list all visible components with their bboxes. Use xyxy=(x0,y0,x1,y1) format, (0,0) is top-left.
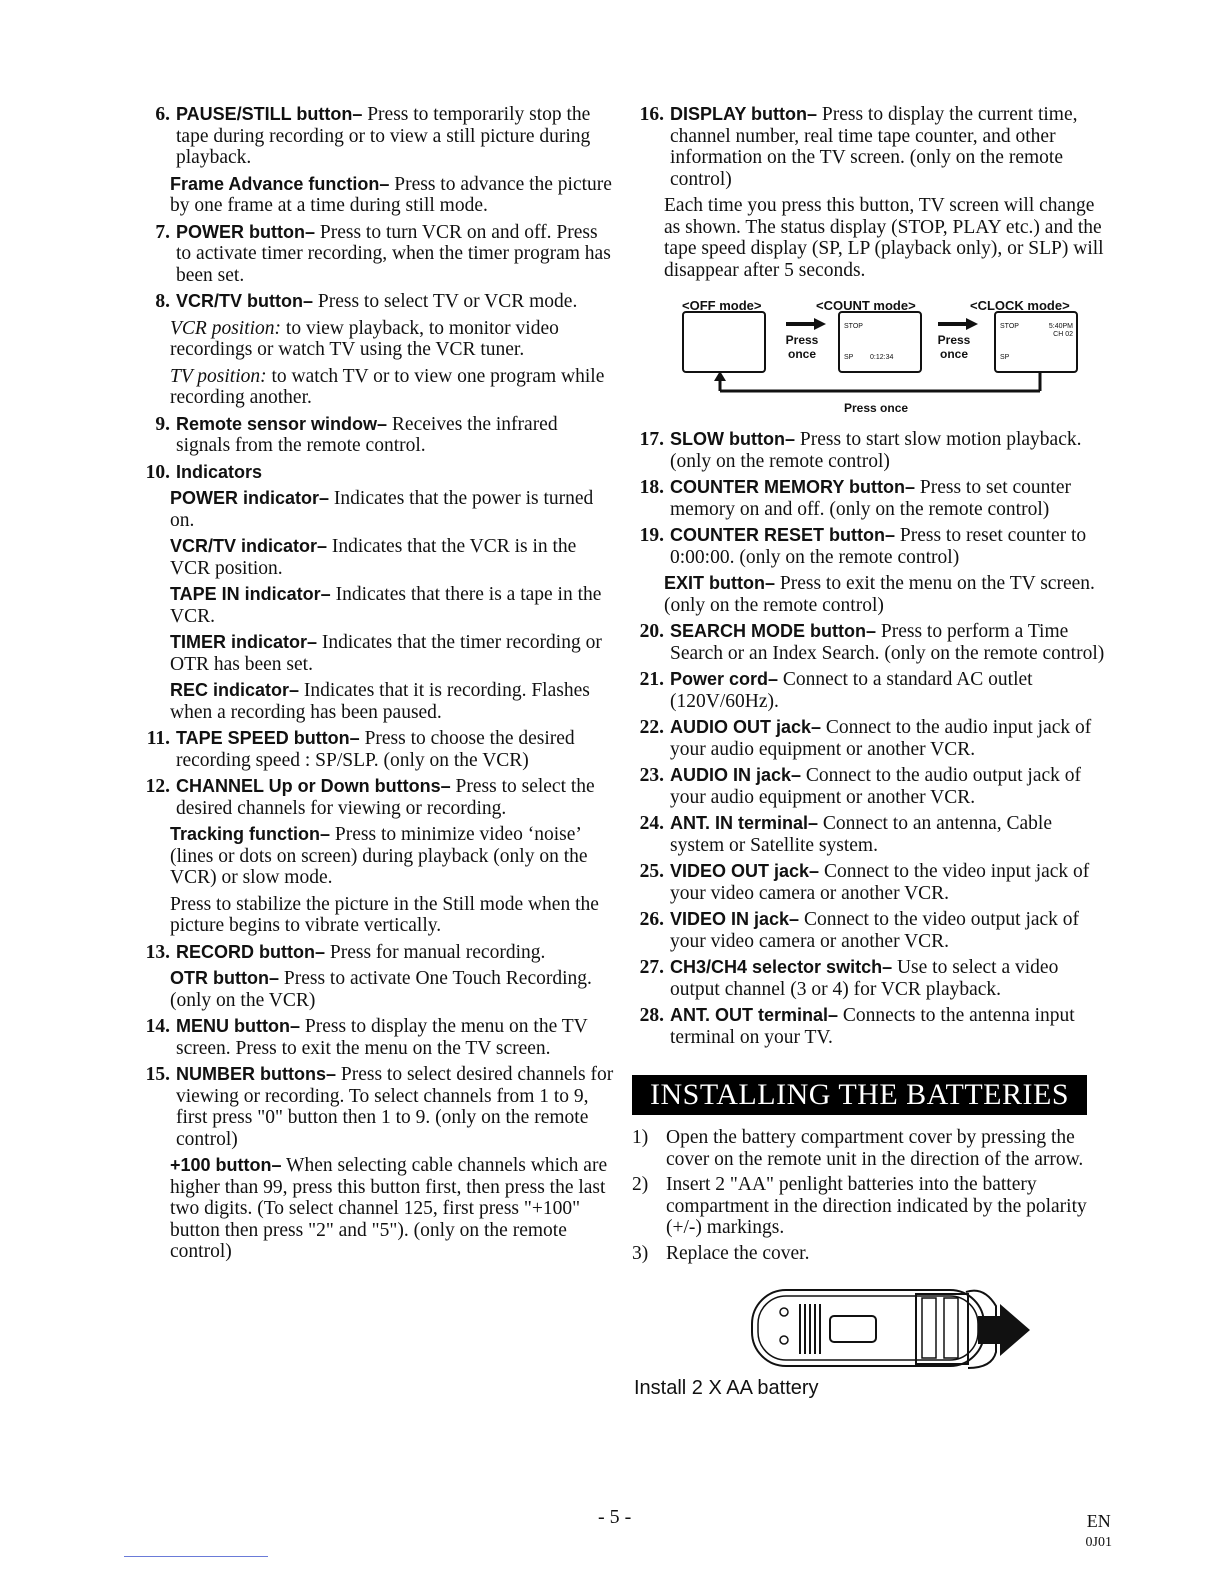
item-number: 9. xyxy=(155,413,170,435)
footer-rule xyxy=(124,1556,268,1557)
item-number: 22. xyxy=(639,717,664,738)
item-label: MENU button– xyxy=(176,1016,300,1036)
item-label: Remote sensor window– xyxy=(176,413,388,434)
item-label: ANT. IN terminal– xyxy=(670,813,819,833)
item-sub xyxy=(170,824,616,889)
sub-description: Indicates that the timer recording or OTR has been set. xyxy=(170,632,602,675)
sub-description: Press to activate One Touch Recording. (only on the VCR) xyxy=(170,968,592,1011)
item-sub xyxy=(664,573,1110,616)
clock-ch-text: CH 02 xyxy=(1053,331,1073,338)
sub-label: EXIT button– xyxy=(664,573,775,593)
item-description: Connects to the antenna input terminal on your TV. xyxy=(670,1005,1075,1048)
item-number: 6. xyxy=(155,104,170,125)
sub-description: to view playback, to monitor video recordings or watch TV using the VCR tuner. xyxy=(170,317,559,360)
list-item xyxy=(130,776,616,819)
item-description: Press to perform a Time Search or an Index Search. (only on the remote control) xyxy=(670,621,1105,664)
item-body xyxy=(176,1064,616,1150)
item-label: RECORD button– xyxy=(176,941,325,962)
list-item xyxy=(130,1064,616,1150)
item-body xyxy=(670,669,1110,712)
item-number: 24. xyxy=(639,813,664,834)
item-number: 25. xyxy=(639,861,664,882)
item-number: 15. xyxy=(145,1064,170,1085)
item-description: Press for manual recording. xyxy=(324,941,546,963)
item-body xyxy=(176,414,616,457)
step-number: 3) xyxy=(632,1242,649,1264)
language-code xyxy=(1086,1510,1112,1554)
item-body xyxy=(670,429,1110,472)
item-number: 14. xyxy=(145,1016,170,1037)
sub-label: OTR button– xyxy=(170,968,279,988)
list-item xyxy=(624,477,1110,520)
item-body xyxy=(670,909,1110,952)
item-body xyxy=(176,728,616,771)
sub-description: Press to exit the menu on the TV screen. (only on the remote control) xyxy=(664,573,1095,616)
list-item xyxy=(130,942,616,964)
item-description: Press to temporarily stop the tape during recording or to view a still picture during playback. xyxy=(176,104,591,168)
sub-label: VCR/TV indicator– xyxy=(170,536,328,556)
item-label: PAUSE/STILL button– xyxy=(176,104,363,124)
item-sub xyxy=(664,195,1110,281)
item-body xyxy=(670,525,1110,568)
item-description: Use to select a video output channel (3 or 4) for VCR playback. xyxy=(670,957,1059,1000)
list-item xyxy=(130,728,616,771)
document-code: 0J01 xyxy=(1085,1535,1112,1550)
item-label: CH3/CH4 selector switch– xyxy=(670,957,893,977)
battery-steps xyxy=(624,1127,1110,1264)
item-sub xyxy=(170,894,616,937)
list-item xyxy=(624,429,1110,472)
list-item xyxy=(624,861,1110,904)
item-number: 23. xyxy=(639,765,664,786)
list-item xyxy=(130,462,616,484)
sub-label: Tracking function– xyxy=(170,824,331,844)
list-item xyxy=(130,1016,616,1059)
item-label: VIDEO IN jack– xyxy=(670,909,800,929)
count-mode-label: <COUNT mode> xyxy=(816,298,916,313)
item-label: AUDIO OUT jack– xyxy=(670,717,822,737)
item-description: Press to set counter memory on and off. (only on the remote control) xyxy=(670,477,1071,520)
clock-mode-label: <CLOCK mode> xyxy=(970,298,1070,313)
item-body xyxy=(670,104,1110,190)
list-item xyxy=(624,104,1110,190)
item-number: 21. xyxy=(639,669,664,690)
list-item xyxy=(624,669,1110,712)
item-label: VIDEO OUT jack– xyxy=(670,861,820,881)
step-text: Replace the cover. xyxy=(666,1242,810,1264)
sub-description: Indicates that the power is turned on. xyxy=(170,488,594,531)
item-number: 8. xyxy=(155,291,170,312)
right-column xyxy=(624,104,1110,1400)
item-sub xyxy=(170,1155,616,1263)
sub-description: to watch TV or to view one program while recording another. xyxy=(170,365,605,408)
item-description: Press to turn VCR on and off. Press to activate timer recording, when the timer program has been set. xyxy=(176,221,611,286)
item-label: SLOW button– xyxy=(670,429,795,449)
sub-description: Indicates that it is recording. Flashes when a recording has been paused. xyxy=(170,680,590,723)
item-label: CHANNEL Up or Down buttons– xyxy=(176,776,451,796)
off-mode-screen xyxy=(682,311,766,373)
clock-mode-screen xyxy=(994,311,1078,373)
list-item xyxy=(624,621,1110,664)
sub-label: REC indicator– xyxy=(170,680,300,700)
item-body xyxy=(670,717,1110,760)
item-body xyxy=(176,942,616,964)
step-number: 2) xyxy=(632,1174,649,1195)
item-sub xyxy=(170,318,616,361)
sub-label: TIMER indicator– xyxy=(170,632,318,652)
item-body xyxy=(670,621,1110,664)
item-sub xyxy=(170,174,616,217)
item-description: Press to reset counter to 0:00:00. (only on the remote control) xyxy=(670,525,1087,568)
list-item xyxy=(624,909,1110,952)
item-sub xyxy=(170,680,616,723)
item-description: Receives the infrared signals from the remote control. xyxy=(176,413,558,456)
right-top-items xyxy=(624,104,1110,281)
sub-italic: VCR position: xyxy=(170,317,282,339)
item-description: Connect to the audio output jack of your audio equipment or another VCR. xyxy=(670,765,1082,808)
count-stop-text: STOP xyxy=(844,323,863,330)
list-item xyxy=(624,813,1110,856)
list-item xyxy=(130,414,616,457)
battery-step xyxy=(624,1174,1110,1239)
item-label: COUNTER RESET button– xyxy=(670,525,895,545)
item-description: Connect to the video output jack of your video camera or another VCR. xyxy=(670,909,1080,952)
step-number: 1) xyxy=(632,1127,649,1148)
count-sp-text: SP xyxy=(844,353,854,361)
item-number: 11. xyxy=(146,728,170,749)
item-description: Press to select TV or VCR mode. xyxy=(313,291,578,312)
item-number: 19. xyxy=(639,525,664,546)
sub-description: Press to advance the picture by one frame at a time during still mode. xyxy=(170,173,612,216)
item-description: Press to choose the desired recording speed : SP/SLP. (only on the VCR) xyxy=(176,728,575,771)
item-sub xyxy=(170,584,616,627)
item-label: Power cord– xyxy=(670,669,779,689)
clock-stop-text: STOP xyxy=(1000,323,1019,330)
item-body xyxy=(176,104,616,169)
item-body xyxy=(176,776,616,819)
list-item xyxy=(130,104,616,169)
sub-description: Indicates that the VCR is in the VCR position. xyxy=(170,536,577,579)
battery-step xyxy=(624,1243,1110,1265)
language-label: EN xyxy=(1086,1511,1111,1531)
item-label: VCR/TV button– xyxy=(176,291,313,311)
item-number: 7. xyxy=(155,221,170,243)
item-number: 28. xyxy=(639,1005,664,1026)
item-body xyxy=(670,765,1110,808)
item-label: COUNTER MEMORY button– xyxy=(670,477,915,497)
item-description: Connect to a standard AC outlet (120V/60Hz). xyxy=(670,669,1033,712)
item-sub xyxy=(170,488,616,531)
item-body xyxy=(176,291,616,313)
item-body xyxy=(670,861,1110,904)
sub-label: TAPE IN indicator– xyxy=(170,584,331,604)
item-sub xyxy=(170,366,616,409)
count-mode-screen xyxy=(838,311,922,373)
right-bottom-items xyxy=(624,429,1110,1048)
step-text: Insert 2 "AA" penlight batteries into the battery compartment in the direction indicated by the polarity (+/-) markings. xyxy=(666,1174,1087,1238)
clock-sp-text: SP xyxy=(1000,353,1010,361)
item-sub xyxy=(170,968,616,1011)
item-number: 10. xyxy=(145,461,170,483)
count-counter-text: 0:12:34 xyxy=(870,353,894,361)
remote-battery-illustration xyxy=(748,1282,1038,1374)
item-label: TAPE SPEED button– xyxy=(176,728,360,748)
item-sub xyxy=(170,536,616,579)
item-description: Press to select the desired channels for viewing or recording. xyxy=(176,776,595,819)
sub-italic: TV position: xyxy=(170,365,267,387)
item-description: Press to start slow motion playback. (only on the remote control) xyxy=(670,429,1082,472)
item-sub xyxy=(170,632,616,675)
item-description: Press to select desired channels for viewing or recording. To select channels from 1 to 9, first press "0" button then 1 to 9. (only on the remote control) xyxy=(176,1064,614,1150)
sub-description: Indicates that there is a tape in the VCR. xyxy=(170,584,602,627)
item-label: NUMBER buttons– xyxy=(176,1064,336,1084)
installing-batteries-heading: INSTALLING THE BATTERIES xyxy=(632,1075,1087,1115)
item-label: SEARCH MODE button– xyxy=(670,621,876,641)
item-description: Connect to the video input jack of your video camera or another VCR. xyxy=(670,861,1090,904)
list-item xyxy=(624,957,1110,1000)
page-number: - 5 - xyxy=(598,1506,632,1528)
item-description: Press to display the current time, channel number, real time tape counter, and other information on the TV screen. (only on the remote control) xyxy=(670,104,1078,190)
list-item xyxy=(624,525,1110,568)
item-body xyxy=(670,957,1110,1000)
sub-label: +100 button– xyxy=(170,1155,282,1175)
item-description: Press to display the menu on the TV screen. Press to exit the menu on the TV screen. xyxy=(176,1016,588,1059)
arrow-right-icon xyxy=(936,317,980,331)
item-body xyxy=(670,477,1110,520)
item-number: 17. xyxy=(639,429,664,450)
list-item xyxy=(624,1005,1110,1048)
press-once-label-1: Press once xyxy=(785,333,819,361)
item-number: 20. xyxy=(639,621,664,642)
off-mode-label: <OFF mode> xyxy=(682,298,762,313)
step-text: Open the battery compartment cover by pressing the cover on the remote unit in the direction of the arrow. xyxy=(666,1127,1084,1170)
item-number: 12. xyxy=(145,776,170,797)
item-label: DISPLAY button– xyxy=(670,104,818,124)
item-body xyxy=(670,1005,1110,1048)
item-number: 16. xyxy=(639,104,664,125)
list-item xyxy=(130,222,616,287)
item-body xyxy=(176,222,616,287)
sub-description: Press to minimize video ‘noise’ (lines or dots on screen) during playback (only on the VCR) or slow mode. xyxy=(170,824,588,888)
display-mode-diagram xyxy=(664,295,1110,415)
item-description: Connect to the audio input jack of your audio equipment or another VCR. xyxy=(670,717,1092,760)
item-label: Indicators xyxy=(176,461,263,482)
item-description: Connect to an antenna, Cable system or Satellite system. xyxy=(670,813,1052,856)
press-once-bottom-label: Press once xyxy=(844,401,909,415)
press-once-label-2: Press once xyxy=(937,333,971,361)
item-number: 26. xyxy=(639,909,664,930)
sub-label: Frame Advance function– xyxy=(170,173,390,194)
item-number: 18. xyxy=(639,477,664,498)
list-item xyxy=(130,291,616,313)
item-label: AUDIO IN jack– xyxy=(670,765,802,785)
item-label: ANT. OUT terminal– xyxy=(670,1005,839,1025)
sub-text: Each time you press this button, TV screen will change as shown. The status display (STOP, PLAY etc.) and the tape speed display (SP, LP (playback only), or SLP) will disappear after 5 seconds. xyxy=(664,195,1104,281)
item-number: 27. xyxy=(639,957,664,978)
item-body xyxy=(176,462,616,484)
item-body xyxy=(176,1016,616,1059)
sub-label: POWER indicator– xyxy=(170,488,330,508)
list-item xyxy=(624,717,1110,760)
arrow-right-icon xyxy=(784,317,828,331)
clock-time-text: 5:40PM xyxy=(1048,323,1073,330)
left-column xyxy=(130,104,616,1268)
item-label: POWER button– xyxy=(176,221,315,242)
sub-text: Press to stabilize the picture in the Still mode when the picture begins to vibrate vertically. xyxy=(170,893,599,936)
return-arrow-icon xyxy=(714,371,1054,397)
list-item xyxy=(624,765,1110,808)
battery-caption: Install 2 X AA battery xyxy=(634,1377,819,1399)
item-body xyxy=(670,813,1110,856)
item-number: 13. xyxy=(145,941,170,963)
battery-step xyxy=(624,1127,1110,1170)
sub-description: When selecting cable channels which are higher than 99, press this button first, then press the last two digits. (To select channel 125, first press "+100" button then press "2" and "5"). (only on the remote control) xyxy=(170,1155,608,1262)
